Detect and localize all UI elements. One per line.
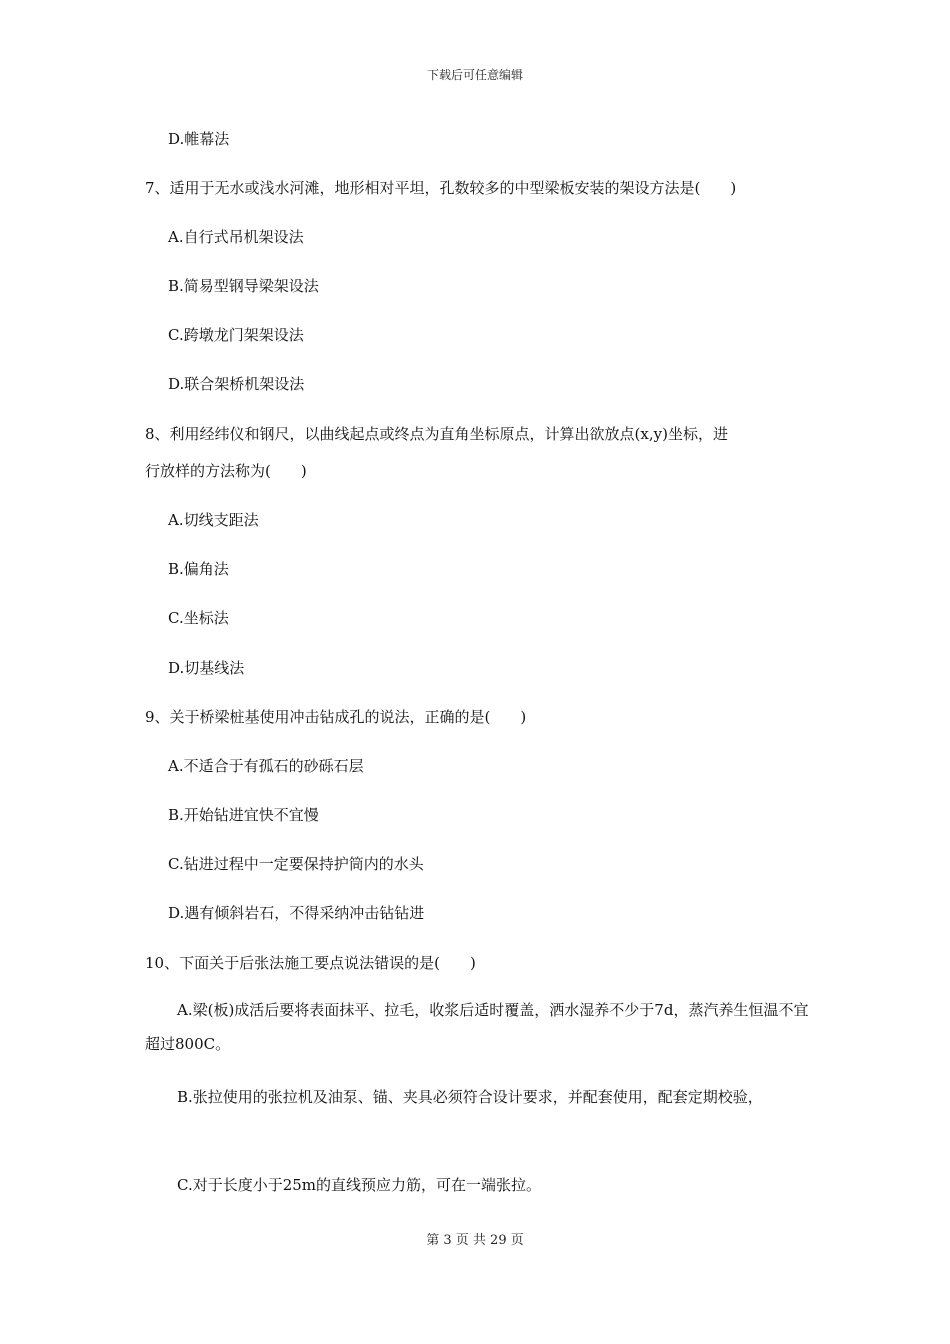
q9-option-a: A.不适合于有孤石的砂砾石层 [168, 757, 364, 775]
q8-option-c: C.坐标法 [168, 609, 229, 627]
q10-option-c-text: C.对于长度小于25m的直线预应力筋，可在一端张拉。 [177, 1176, 542, 1194]
q7-option-d: D.联合架桥机架设法 [168, 375, 305, 393]
q10-option-a [145, 993, 810, 1061]
q6-option-d: D.帷幕法 [168, 130, 230, 148]
page-header: 下载后可任意编辑 [426, 68, 523, 82]
q8-option-d: D.切基线法 [168, 659, 245, 677]
q9-option-b: B.开始钻进宜快不宜慢 [168, 806, 319, 824]
q10-stem: 10、下面关于后张法施工要点说法错误的是( ) [145, 954, 476, 972]
q9-option-c: C.钻进过程中一定要保持护筒内的水头 [168, 855, 424, 873]
q8-stem-line1: 8、利用经纬仪和钢尺，以曲线起点或终点为直角坐标原点，计算出欲放点(x,y)坐标，进 [145, 425, 728, 443]
q10-option-c [145, 1168, 810, 1202]
q8-stem-line2: 行放样的方法称为( ) [145, 462, 307, 480]
q8-option-b: B.偏角法 [168, 560, 229, 578]
q8-option-a: A.切线支距法 [168, 511, 259, 529]
page-footer: 第 3 页 共 29 页 [426, 1233, 524, 1248]
q7-option-a: A.自行式吊机架设法 [168, 228, 304, 246]
q7-stem: 7、适用于无水或浅水河滩，地形相对平坦，孔数较多的中型梁板安装的架设方法是( ) [145, 179, 737, 197]
q10-option-a-text: A.梁(板)成活后要将表面抹平、拉毛，收浆后适时覆盖，洒水湿养不少于7d，蒸汽养生恒温不宜超过800C。 [145, 1001, 809, 1053]
q10-option-b [145, 1080, 810, 1114]
q9-stem: 9、关于桥梁桩基使用冲击钻成孔的说法，正确的是( ) [145, 708, 527, 726]
q7-option-c: C.跨墩龙门架架设法 [168, 326, 304, 344]
q7-option-b: B.简易型钢导梁架设法 [168, 277, 319, 295]
q10-option-b-text: B.张拉使用的张拉机及油泵、锚、夹具必须符合设计要求，并配套使用，配套定期校验， [177, 1088, 763, 1106]
q9-option-d: D.遇有倾斜岩石，不得采纳冲击钻钻进 [168, 904, 425, 922]
